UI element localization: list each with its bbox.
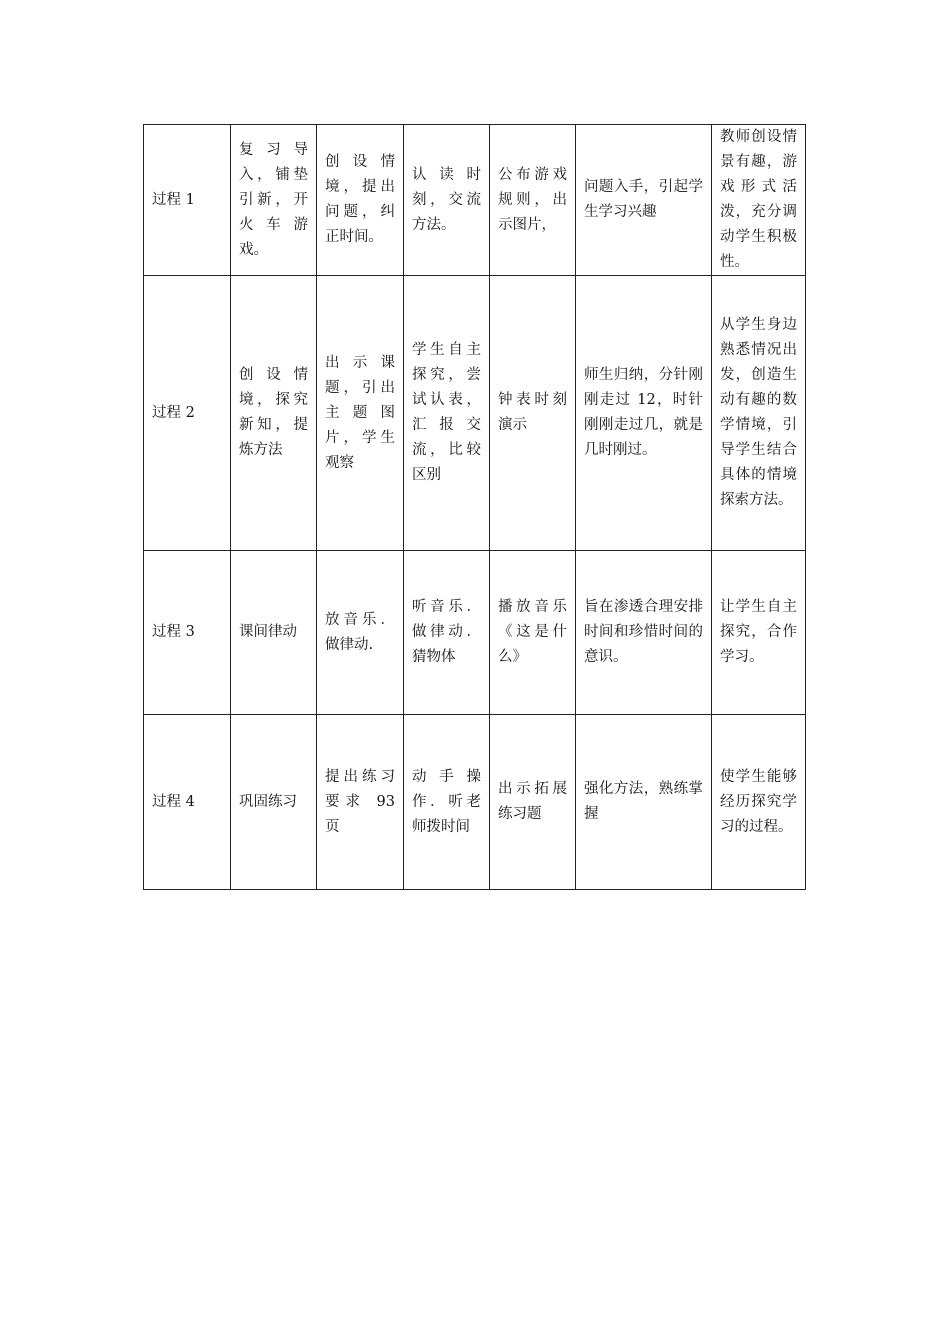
table-cell: 从学生身边熟悉情况出发，创造生动有趣的数学情境，引导学生结合具体的情境探索方法。 xyxy=(712,276,806,551)
table-cell: 播放音乐《这是什么》 xyxy=(490,551,576,715)
table-cell: 复习导入，铺垫引新，开火车游戏。 xyxy=(231,125,317,276)
table-cell: 钟表时刻演示 xyxy=(490,276,576,551)
table-cell: 使学生能够经历探究学习的过程。 xyxy=(712,715,806,890)
table-cell: 动手操作．听老师拨时间 xyxy=(404,715,490,890)
table-cell: 公布游戏规则，出示图片， xyxy=(490,125,576,276)
table-cell: 巩固练习 xyxy=(231,715,317,890)
table-row xyxy=(144,125,806,276)
table-cell: 学生自主探究，尝试认表，汇报交流，比较区别 xyxy=(404,276,490,551)
table-cell: 认读时刻，交流方法。 xyxy=(404,125,490,276)
step-label: 过程 1 xyxy=(144,125,231,276)
table-row xyxy=(144,715,806,890)
table-cell: 旨在渗透合理安排时间和珍惜时间的意识。 xyxy=(576,551,712,715)
table-cell: 出示课题，引出主题图片，学生观察 xyxy=(317,276,404,551)
step-label: 过程 2 xyxy=(144,276,231,551)
table-cell: 让学生自主探究，合作学习。 xyxy=(712,551,806,715)
lesson-process-table xyxy=(143,124,806,890)
table-cell: 创设情境，探究新知，提炼方法 xyxy=(231,276,317,551)
table-cell: 提出练习要求 93 页 xyxy=(317,715,404,890)
table-cell: 听音乐．做律动．猜物体 xyxy=(404,551,490,715)
table-cell: 教师创设情景有趣，游戏形式活泼，充分调动学生积极性。 xyxy=(712,125,806,276)
table-cell: 课间律动 xyxy=(231,551,317,715)
table-cell: 强化方法，熟练掌握 xyxy=(576,715,712,890)
table-cell: 问题入手，引起学生学习兴趣 xyxy=(576,125,712,276)
table-cell: 放音乐．做律动. xyxy=(317,551,404,715)
table-cell: 出示拓展练习题 xyxy=(490,715,576,890)
table-cell: 创设情境，提出问题，纠正时间。 xyxy=(317,125,404,276)
table-row xyxy=(144,276,806,551)
table-cell: 师生归纳，分针刚刚走过 12，时针刚刚走过几，就是几时刚过。 xyxy=(576,276,712,551)
step-label: 过程 3 xyxy=(144,551,231,715)
table-row xyxy=(144,551,806,715)
step-label: 过程 4 xyxy=(144,715,231,890)
